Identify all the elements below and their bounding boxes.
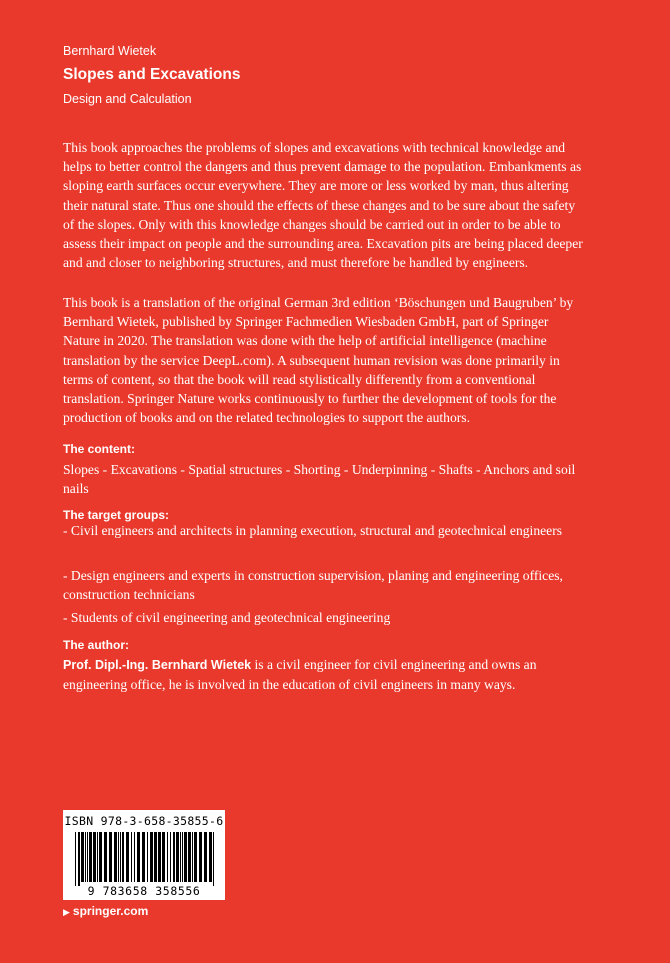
barcode-bar <box>104 832 107 882</box>
barcode-bar <box>154 832 157 882</box>
target-group-item: - Design engineers and experts in construction supervision, planing and engineering offices, construction technicians <box>63 568 563 603</box>
barcode-bar <box>147 832 148 882</box>
content-heading: The content: <box>63 442 135 456</box>
barcode-bar <box>114 832 117 882</box>
barcode-bar <box>78 832 80 886</box>
barcode-bar <box>188 832 191 882</box>
barcode-bar <box>131 832 132 882</box>
barcode-bar <box>109 832 112 882</box>
barcode-bar <box>162 832 165 882</box>
barcode-bar <box>184 832 187 882</box>
barcode-bars <box>63 830 225 886</box>
barcode-bar <box>142 832 145 882</box>
barcode-bar <box>170 832 171 882</box>
barcode-bar <box>126 832 129 882</box>
barcode-bar <box>180 832 181 882</box>
barcode-bar <box>81 832 84 882</box>
barcode-bar <box>118 832 119 882</box>
target-groups-heading: The target groups: <box>63 508 170 522</box>
barcode-digits: 9 783658 358556 <box>87 884 201 898</box>
barcode-bar <box>150 832 153 882</box>
target-group-item: - Students of civil engineering and geotechnical engineering <box>63 610 391 625</box>
barcode-bar <box>93 832 96 882</box>
barcode-bar <box>122 832 124 882</box>
springer-link-text: springer.com <box>72 904 149 918</box>
book-title: Slopes and Excavations <box>63 66 241 83</box>
barcode-bar <box>194 832 197 882</box>
barcode-bar <box>173 832 175 882</box>
barcode-bar <box>204 832 207 882</box>
description-paragraph-1: This book approaches the problems of slopes and excavations with technical knowledge and helps to better control the dangers and thus prevent damage to the population. Embankments as sloping earth surfaces occur everywhere. They are more or less worked by man, thus altering their natural state. Thus one should the effects of these changes and to be sure about the safety of the slopes. Only with this knowledge changes should be carried out in order to be able to assess their impact on people and the surrounding area. Excavation pits are being placed deeper and and closer to neighboring structures, and must therefore be handled by engineers. <box>63 140 583 271</box>
target-group-item: - Civil engineers and architects in planning execution, structural and geotechnical engineers <box>63 523 563 538</box>
author-bio-name: Prof. Dipl.-Ing. Bernhard Wietek <box>63 658 252 672</box>
barcode-bar <box>120 832 121 882</box>
springer-link[interactable] <box>63 904 148 918</box>
barcode-bar <box>89 832 92 882</box>
isbn-label: ISBN 978-3-658-35855-6 <box>64 814 224 828</box>
barcode-bar <box>158 832 161 882</box>
barcode-bar <box>176 832 179 882</box>
barcode-bar <box>192 832 193 882</box>
barcode-bar <box>199 832 202 882</box>
author-name: Bernhard Wietek <box>63 44 157 58</box>
barcode-bar <box>75 832 76 886</box>
author-bio <box>63 655 584 694</box>
author-heading: The author: <box>63 638 129 652</box>
barcode-bar <box>87 832 88 882</box>
triangle-right-icon: ▶ <box>63 907 70 917</box>
isbn-barcode <box>63 810 225 900</box>
barcode-bar <box>85 832 86 882</box>
barcode-bar <box>99 832 102 882</box>
barcode-bar <box>182 832 183 882</box>
content-text: Slopes - Excavations - Spatial structures - Shorting - Underpinning - Shafts - Anchors and soil nails <box>63 462 576 497</box>
barcode-bar <box>97 832 98 882</box>
barcode-bar <box>213 832 214 886</box>
barcode-bar <box>167 832 168 882</box>
book-subtitle: Design and Calculation <box>63 92 192 106</box>
description-paragraph-2: This book is a translation of the original German 3rd edition ‘Böschungen und Baugruben’ by Bernhard Wietek, published by Springer Fachmedien Wiesbaden GmbH, part of Springer Nature in 2020. The translation was done with the help of artificial intelligence (machine translation by the service DeepL.com). A subsequent human revision was done primarily in terms of content, so that the book will read stylistically differently from a conventional translation. Springer Nature works continuously to further the development of tools for the production of books and on the related technologies to support the authors. <box>63 295 574 426</box>
author-bio-text: is a civil engineer for civil engineering and owns an engineering office, he is involved in the education of civil engineers in many ways. <box>63 657 537 693</box>
barcode-bar <box>209 832 212 882</box>
barcode-bar <box>137 832 140 882</box>
barcode-bar <box>134 832 135 882</box>
